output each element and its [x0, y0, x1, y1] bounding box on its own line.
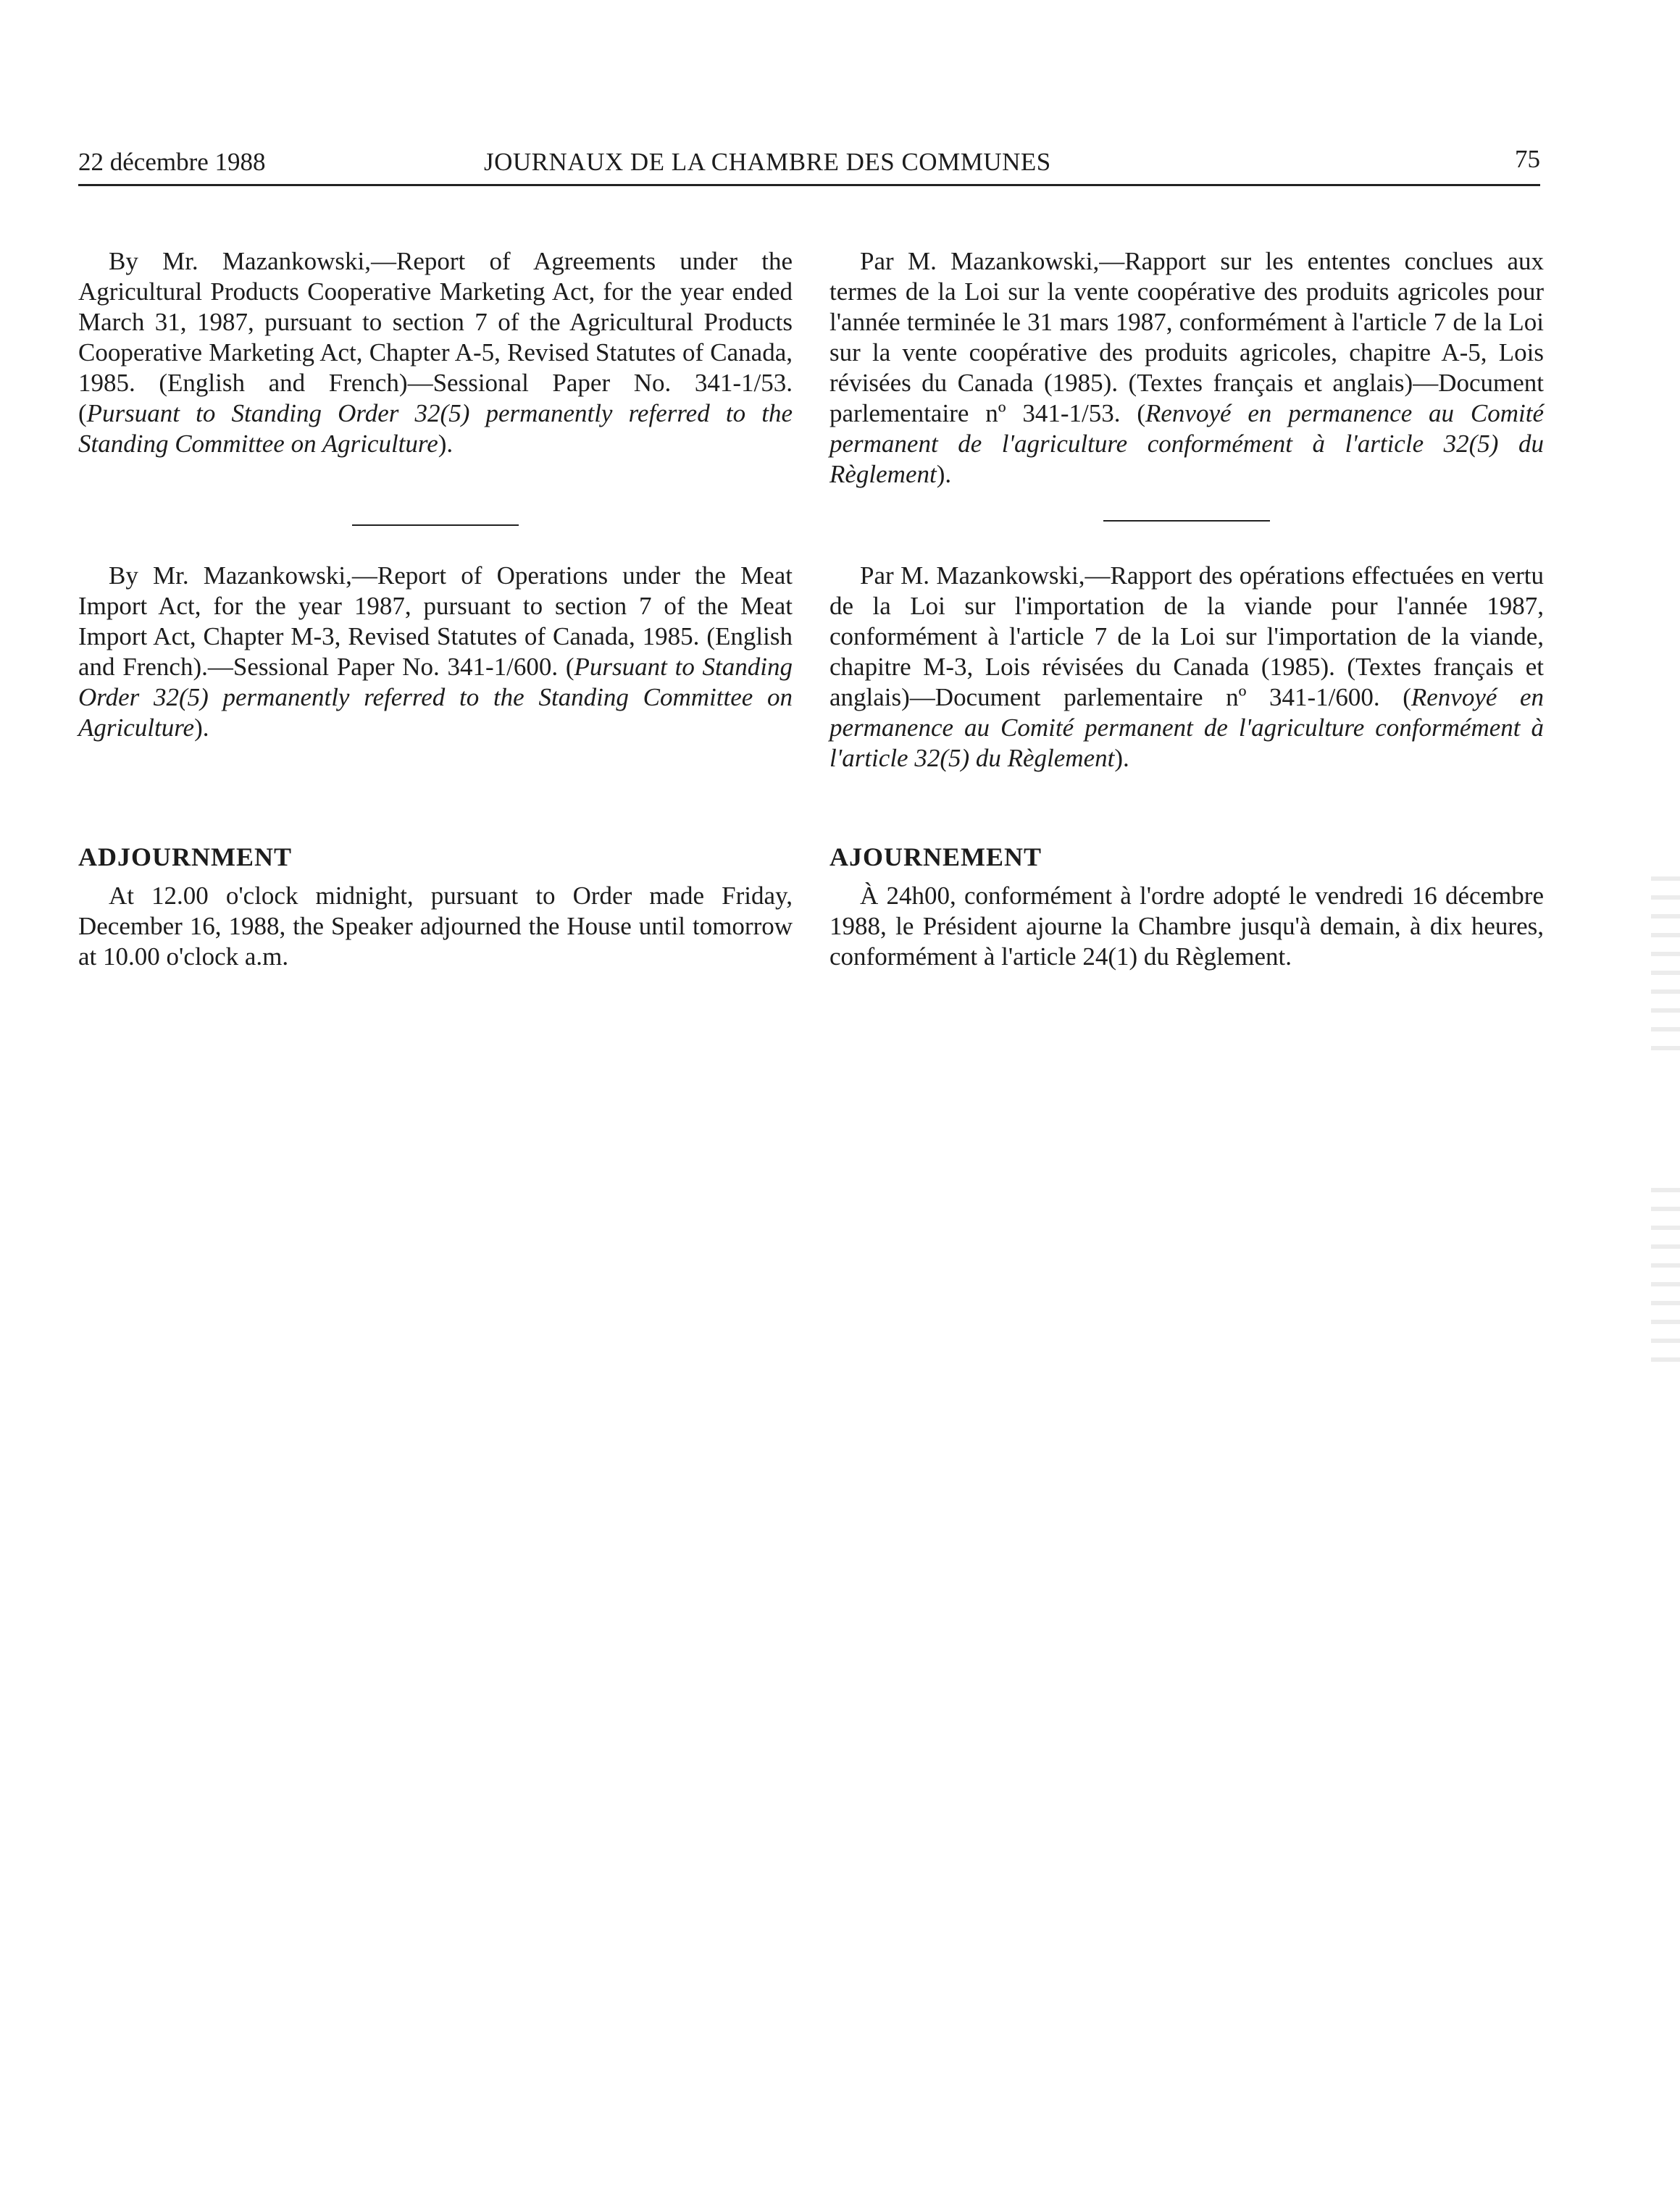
referral-note: Pursuant to Standing Order 32(5) permanently referred to the Standing Committee on Agriculture: [78, 399, 793, 458]
referral-note: Pursuant to Standing Order 32(5) permanently referred to the Standing Committee on Agriculture: [78, 653, 793, 742]
french-adjournment-section: [829, 842, 1544, 972]
paragraph-text: Par M. Mazankowski,—Rapport des opérations effectuées en vertu de la Loi sur l'importation de la viande pour l'année 1987, conformément à l'article 7 de la Loi sur l'importation de la viande, chapitre M-3, Lois révisées du Canada (1985). (Textes français et anglais)—Document parlementaire nº 341-1/600. (: [829, 561, 1544, 711]
paragraph-text: By Mr. Mazankowski,—Report of Agreements under the Agricultural Products Cooperative Marketing Act, for the year ended March 31, 1987, pursuant to section 7 of the Agricultural Products Cooperative Marketing Act, Chapter A-5, Revised Statutes of Canada, 1985. (English and French)—Sessional Paper No. 341-1/53. (: [78, 247, 793, 427]
english-paper-agreements: [78, 246, 793, 459]
paragraph: [78, 561, 793, 743]
paragraph-text: Par M. Mazankowski,—Rapport sur les ententes conclues aux termes de la Loi sur la vente coopérative des produits agricoles pour l'année terminée le 31 mars 1987, conformément à l'article 7 de la Loi sur la vente coopérative des produits agricoles, chapitre A-5, Lois révisées du Canada (1985). (Textes français et anglais)—Document parlementaire nº 341-1/53. (: [829, 247, 1544, 427]
french-paper-agreements: [829, 246, 1544, 490]
paragraph: [829, 246, 1544, 490]
page-number: 75: [1515, 145, 1540, 173]
french-paper-meat-import: [829, 561, 1544, 774]
paragraph: [829, 561, 1544, 774]
english-paper-meat-import: [78, 561, 793, 743]
scan-edge-marks: [1651, 1188, 1680, 1362]
section-heading: ADJOURNMENT: [78, 842, 292, 871]
separator-rule: [78, 524, 793, 526]
paragraph: [78, 246, 793, 459]
separator-rule: [829, 520, 1544, 522]
page-header: [78, 145, 1540, 186]
header-title: JOURNAUX DE LA CHAMBRE DES COMMUNES: [484, 148, 1051, 176]
paragraph-end: ).: [936, 460, 952, 488]
scan-edge-marks: [1651, 876, 1680, 1050]
paragraph: At 12.00 o'clock midnight, pursuant to Order made Friday, December 16, 1988, the Speaker adjourned the House until tomorrow at 10.00 o'clock a.m.: [78, 882, 793, 971]
referral-note: Renvoyé en permanence au Comité permanent de l'agriculture conformément à l'article 32(5) du Règlement: [829, 683, 1544, 772]
paragraph: À 24h00, conformément à l'ordre adopté le vendredi 16 décembre 1988, le Président ajourne la Chambre jusqu'à demain, à dix heures, conformément à l'article 24(1) du Règlement.: [829, 882, 1544, 971]
paragraph-end: ).: [194, 713, 209, 742]
paragraph-text: By Mr. Mazankowski,—Report of Operations under the Meat Import Act, for the year 1987, pursuant to section 7 of the Meat Import Act, Chapter M-3, Revised Statutes of Canada, 1985. (English and French).—Sessional Paper No. 341-1/600. (: [78, 561, 793, 681]
english-adjournment-section: [78, 842, 793, 972]
paragraph-end: ).: [1114, 744, 1129, 772]
section-heading: AJOURNEMENT: [829, 842, 1042, 871]
referral-note: Renvoyé en permanence au Comité permanent de l'agriculture conformément à l'article 32(5) du Règlement: [829, 399, 1544, 488]
header-date: 22 décembre 1988: [78, 148, 266, 176]
paragraph-end: ).: [438, 430, 454, 458]
